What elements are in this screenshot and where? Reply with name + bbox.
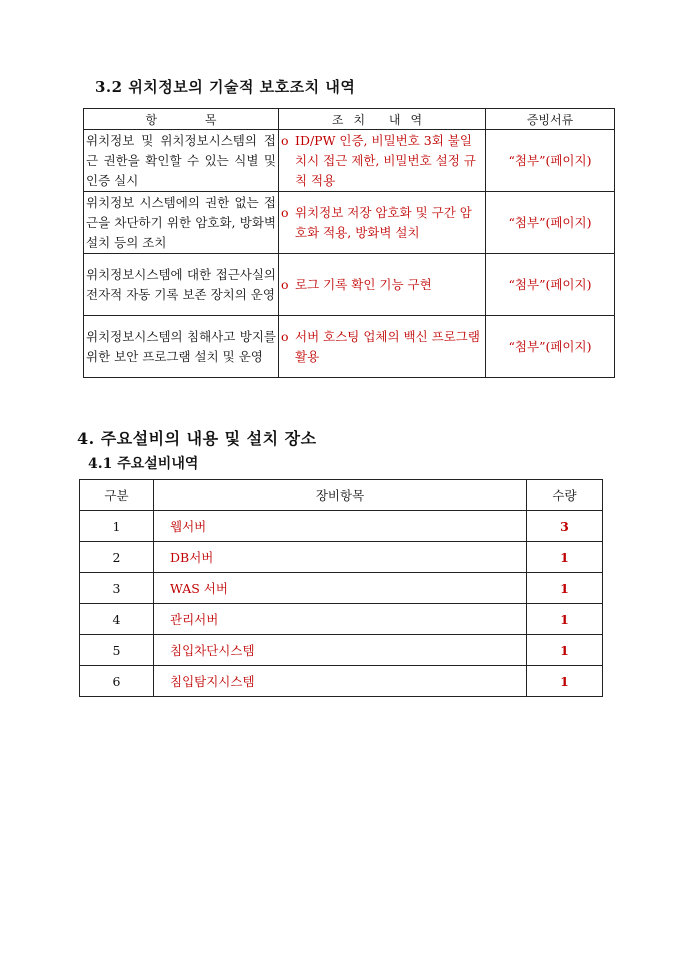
row-qty: 3 (527, 511, 603, 542)
bullet-marker: o (281, 276, 289, 292)
row-name: 침입탐지시스템 (154, 666, 527, 697)
measure-text: ID/PW 인증, 비밀번호 3회 불일치시 접근 제한, 비밀번호 설정 규칙 적용 (295, 132, 476, 188)
measure-text: 로그 기록 확인 기능 구현 (295, 276, 432, 292)
table-row (80, 511, 603, 542)
header-measure: 조치 내역 (279, 109, 486, 130)
row-no: 2 (80, 542, 154, 573)
row-qty: 1 (527, 573, 603, 604)
row-evidence: “첨부”(페이지) (486, 130, 615, 192)
row-evidence: “첨부”(페이지) (486, 192, 615, 254)
protection-measures-table (83, 108, 615, 378)
header-qty: 수량 (527, 480, 603, 511)
table-row (84, 254, 615, 316)
row-item: 위치정보시스템의 침해사고 방지를 위한 보안 프로그램 설치 및 운영 (84, 316, 279, 378)
row-item: 위치정보시스템에 대한 접근사실의 전자적 자동 기록 보존 장치의 운영 (84, 254, 279, 316)
measure-text: 위치정보 저장 암호화 및 구간 암호화 적용, 방화벽 설치 (295, 204, 472, 240)
bullet-marker: o (281, 328, 289, 344)
row-no: 6 (80, 666, 154, 697)
table-row (80, 542, 603, 573)
table-row (80, 604, 603, 635)
row-measure (279, 316, 486, 378)
row-qty: 1 (527, 635, 603, 666)
row-name: DB서버 (154, 542, 527, 573)
row-no: 4 (80, 604, 154, 635)
row-qty: 1 (527, 542, 603, 573)
equipment-table (79, 479, 603, 697)
row-name: 웹서버 (154, 511, 527, 542)
row-item: 위치정보 시스템에의 권한 없는 접근을 차단하기 위한 암호화, 방화벽 설치 등의 조치 (84, 192, 279, 254)
table-row (80, 573, 603, 604)
row-evidence: “첨부”(페이지) (486, 254, 615, 316)
row-name: WAS 서버 (154, 573, 527, 604)
header-no: 구분 (80, 480, 154, 511)
row-no: 1 (80, 511, 154, 542)
section-4-1-title: 4.1 주요설비내역 (88, 456, 199, 472)
section-4-title: 4. 주요설비의 내용 및 설치 장소 (77, 429, 317, 448)
table-row (84, 192, 615, 254)
row-no: 3 (80, 573, 154, 604)
header-item: 항 목 (84, 109, 279, 130)
row-measure (279, 192, 486, 254)
header-name: 장비항목 (154, 480, 527, 511)
measure-text: 서버 호스팅 업체의 백신 프로그램 활용 (295, 328, 480, 364)
header-evidence: 증빙서류 (486, 109, 615, 130)
table-row (84, 130, 615, 192)
table-header-row (84, 109, 615, 130)
row-name: 관리서버 (154, 604, 527, 635)
row-qty: 1 (527, 604, 603, 635)
table-row (80, 635, 603, 666)
row-measure (279, 254, 486, 316)
table-row (80, 666, 603, 697)
row-no: 5 (80, 635, 154, 666)
table-row (84, 316, 615, 378)
row-item: 위치정보 및 위치정보시스템의 접근 권한을 확인할 수 있는 식별 및 인증 실시 (84, 130, 279, 192)
row-evidence: “첨부”(페이지) (486, 316, 615, 378)
table-header-row (80, 480, 603, 511)
row-qty: 1 (527, 666, 603, 697)
row-measure (279, 130, 486, 192)
bullet-marker: o (281, 132, 289, 148)
section-3-2-title: 3.2 위치정보의 기술적 보호조치 내역 (95, 78, 356, 96)
row-name: 침입차단시스템 (154, 635, 527, 666)
bullet-marker: o (281, 204, 289, 220)
